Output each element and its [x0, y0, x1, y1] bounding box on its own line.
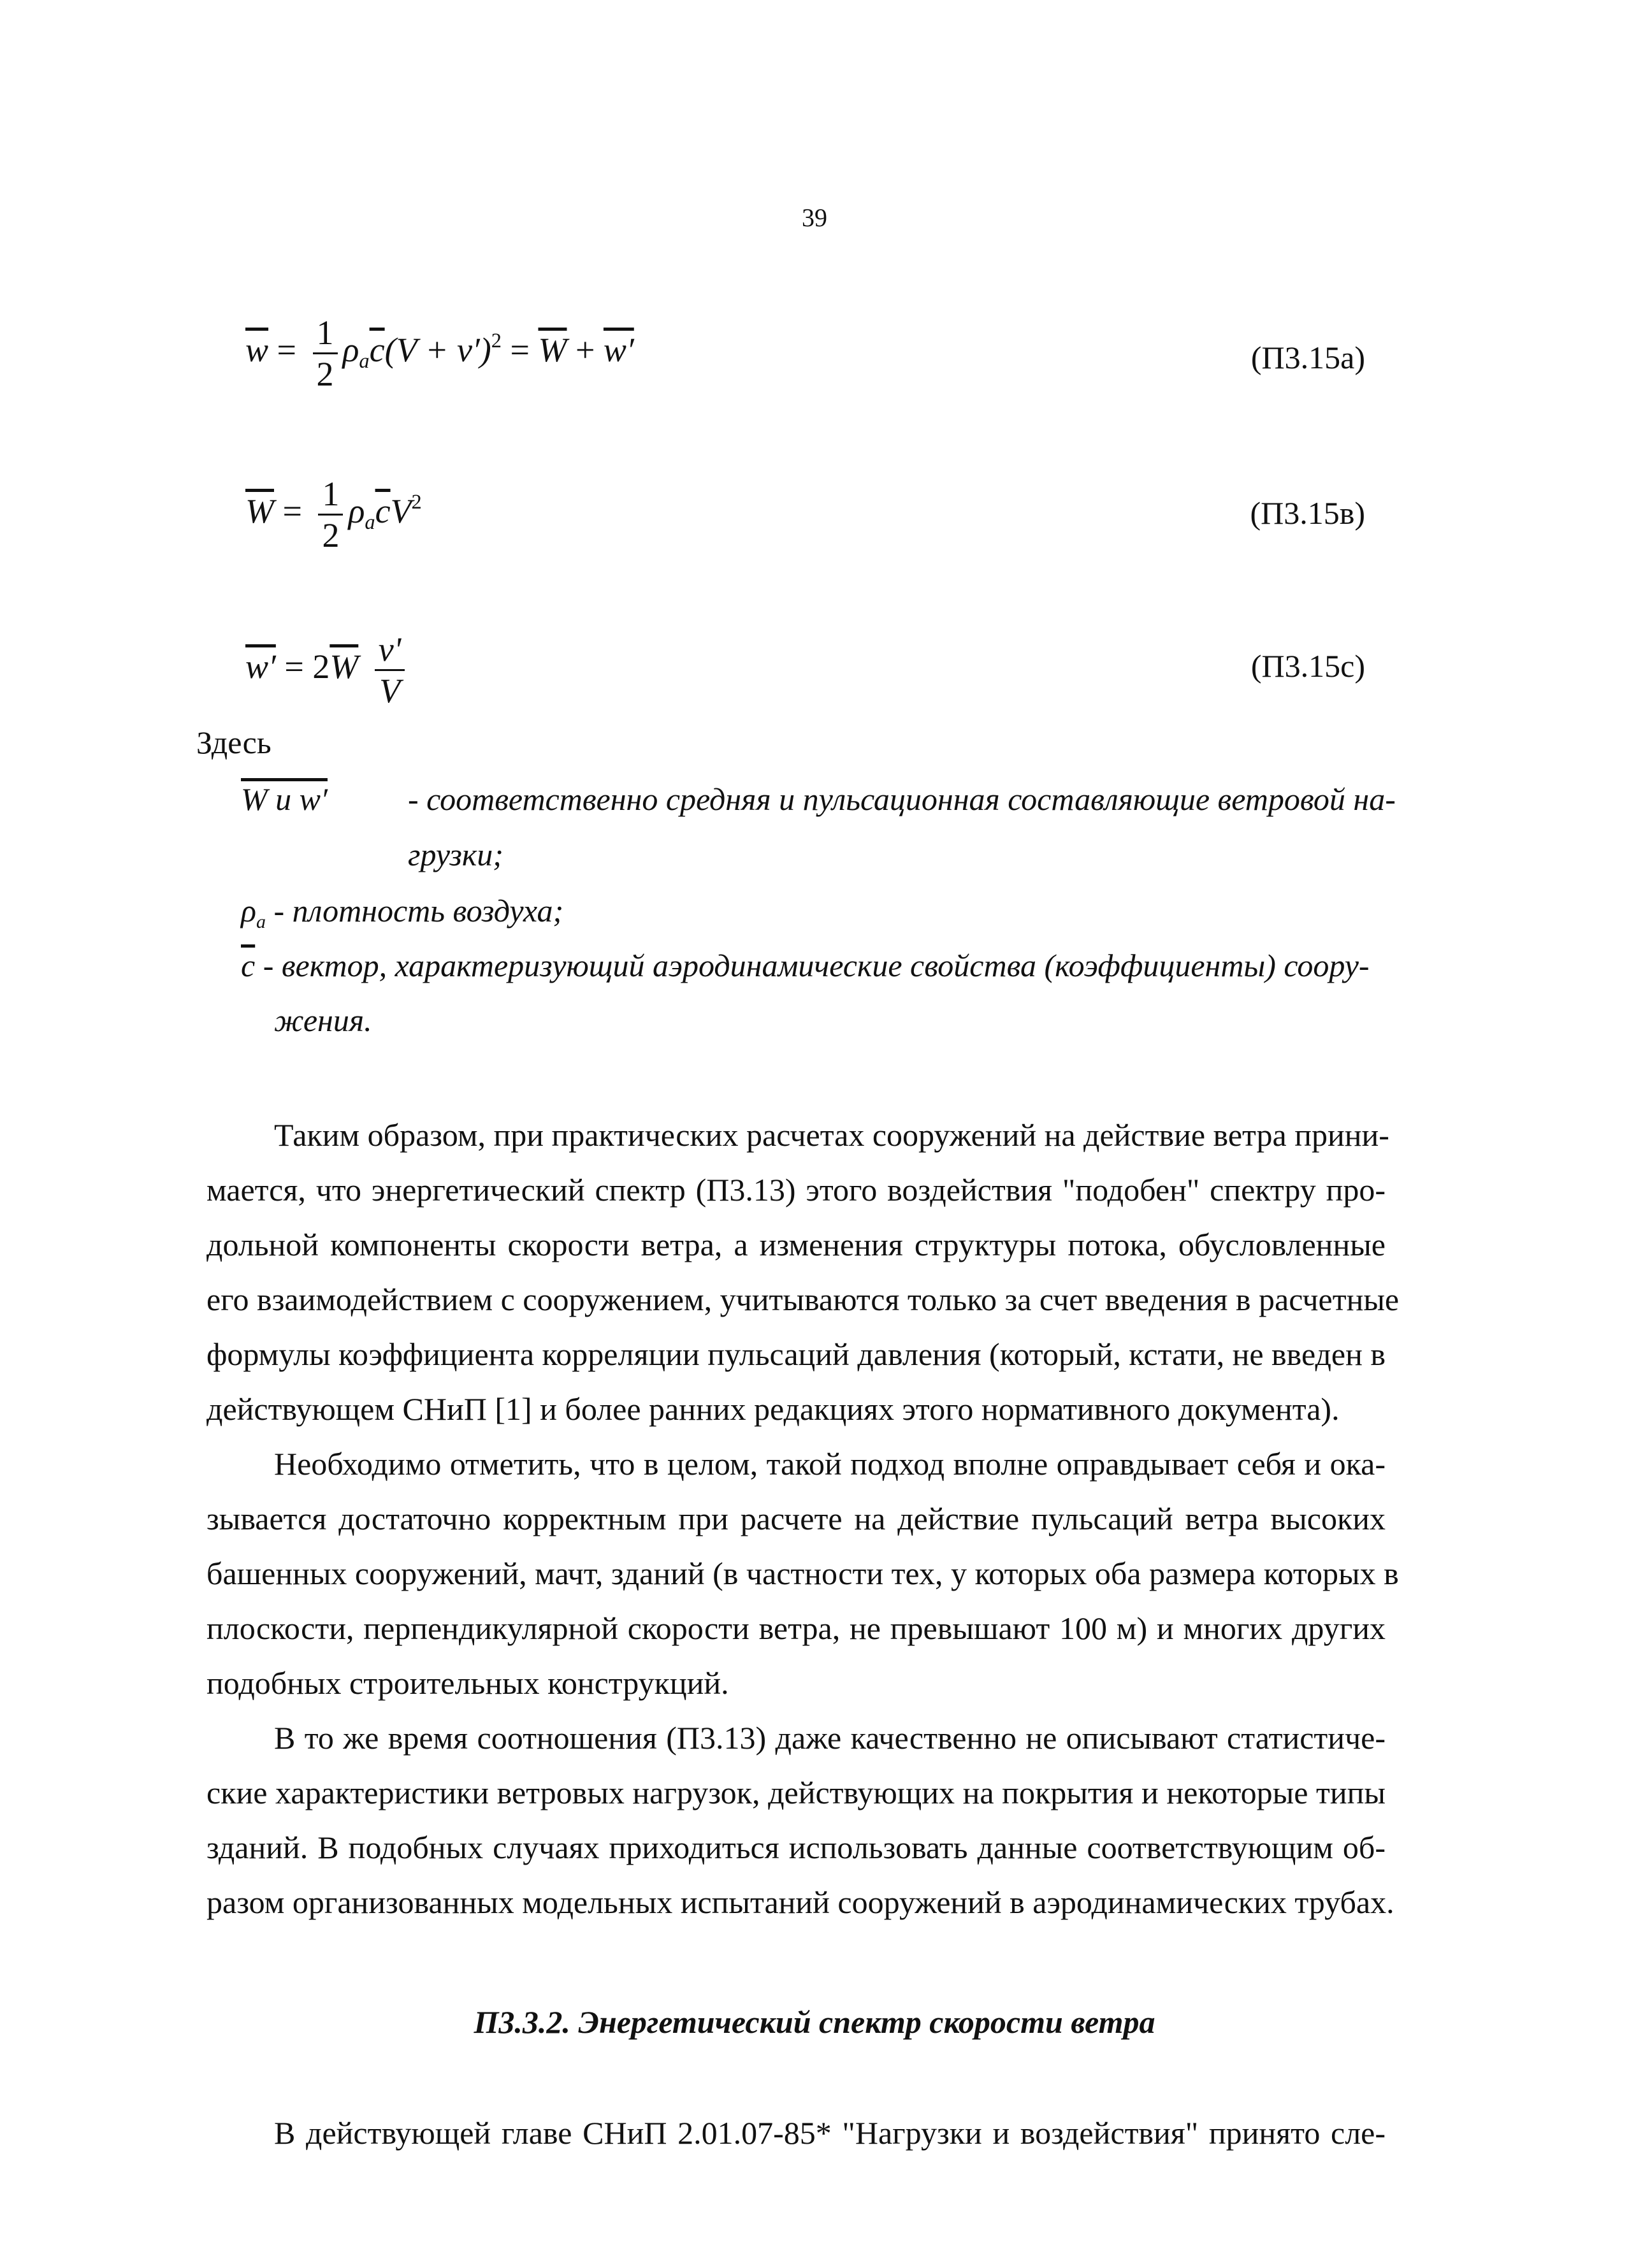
paragraph-2-line: плоскости, перпендикулярной скорости ветра, не превышают 100 м) и многих других	[206, 1610, 1386, 1646]
eq-a-W: $\overline{W}$	[538, 330, 567, 369]
equation-number-15v: (П3.15в)	[1250, 495, 1365, 531]
eq-a-c: $\overline{c}$	[369, 330, 385, 369]
eq-b-c: $\overline{c}$	[375, 491, 391, 530]
eq-c-lhs: w′	[245, 647, 276, 686]
definition-1-text: - соответственно средняя и пульсационная составляющие ветровой на-	[408, 781, 1396, 817]
eq-b-frac-num: 1	[318, 477, 343, 516]
equation-15a: $\overline{w}$ = $\frac{1}{2}$ $\rho_a\overline{c}(V + v')^2 = \overline{W} + w'$	[245, 314, 634, 393]
paragraph-2-line: Необходимо отметить, что в целом, такой подход вполне оправдывает себя и ока-	[274, 1446, 1386, 1482]
equation-15v: $\overline{W}$ = $\frac{1}{2}$ $\rho_a\overline{c}V^2$	[245, 475, 422, 554]
eq-c-fraction	[375, 632, 405, 708]
eq-c-W: $\overline{W}$	[329, 647, 359, 686]
paragraph-3-line: зданий. В подобных случаях приходиться использовать данные соответствующим об-	[206, 1830, 1386, 1865]
definition-3-text-cont: жения.	[274, 1002, 372, 1038]
def1-symbols-text: W и w′	[241, 781, 328, 817]
eq-b-lhs: $\overline{W}$	[245, 491, 274, 530]
paragraph-3-line: ские характеристики ветровых нагрузок, действующих на покрытия и некоторые типы	[206, 1775, 1386, 1810]
here-label: Здесь	[196, 725, 272, 760]
paragraph-3-line: В то же время соотношения (П3.13) даже качественно не описывают статистиче-	[274, 1720, 1386, 1756]
eq-c-frac-num: v'	[375, 632, 405, 671]
definition-2	[241, 892, 563, 933]
eq-a-frac-den: 2	[316, 355, 334, 393]
paragraph-1-line: мается, что энергетический спектр (П3.13) этого воздействия "подобен" спектру про-	[206, 1172, 1386, 1208]
eq-a-fraction	[313, 315, 338, 391]
eq-b-rho: ρ	[348, 491, 365, 530]
eq-a-lhs: $\overline{w}$	[245, 330, 269, 369]
eq-a-frac-num: 1	[313, 315, 338, 354]
eq-a-plus: +	[567, 330, 604, 369]
page-number: 39	[802, 203, 827, 232]
paragraph-1-line: дольной компоненты скорости ветра, а изменения структуры потока, обусловленные	[206, 1227, 1386, 1262]
paragraph-2-line: башенных сооружений, мачт, зданий (в частности тех, у которых оба размера которых в	[206, 1556, 1399, 1591]
equation-15c: $w' = 2\overline{W}$ $\frac{v'}{V}$	[245, 632, 410, 708]
paragraph-1-line: Таким образом, при практических расчетах сооружений на действие ветра прини-	[274, 1117, 1389, 1153]
definition-3	[241, 947, 1370, 984]
equation-number-15a: (П3.15a)	[1250, 340, 1365, 375]
eq-a-power: 2	[491, 329, 502, 352]
eq-a-rho-sub: a	[359, 349, 370, 373]
definition-1-symbols	[241, 781, 328, 818]
paragraph-2-line: подобных строительных конструкций.	[206, 1665, 729, 1701]
paragraph-1-line: его взаимодействием с сооружением, учитываются только за счет введения в расчетные	[206, 1282, 1400, 1317]
eq-b-power: 2	[411, 490, 422, 514]
eq-b-V: V	[390, 491, 412, 530]
eq-a-rest: (V + v′)	[384, 330, 491, 369]
eq-b-frac-den: 2	[322, 516, 340, 554]
eq-b-fraction	[318, 477, 343, 553]
eq-a-rho: ρ	[342, 330, 359, 369]
eq-a-eq2: =	[502, 330, 539, 369]
eq-b-rho-sub: a	[365, 510, 375, 534]
paragraph-1-line: действующем СНиП [1] и более ранних редакциях этого нормативного документа).	[206, 1391, 1340, 1427]
definition-1-text-cont: грузки;	[408, 837, 503, 872]
paragraph-4-line: В действующей главе СНиП 2.01.07-85* "Нагрузки и воздействия" принято сле-	[274, 2115, 1386, 2151]
eq-c-frac-den: V	[379, 672, 401, 710]
eq-a-w2: w′	[603, 330, 634, 369]
eq-c-coef: 2	[312, 647, 330, 686]
section-heading: П3.3.2. Энергетический спектр скорости ветра	[474, 2004, 1155, 2040]
paragraph-3-line: разом организованных модельных испытаний сооружений в аэродинамических трубах.	[206, 1884, 1394, 1920]
def2-text: - плотность воздуха;	[266, 893, 564, 928]
paragraph-1-line: формулы коэффициента корреляции пульсаций давления (который, кстати, не введен в	[206, 1336, 1386, 1372]
equation-number-15c: (П3.15с)	[1250, 648, 1365, 684]
def2-sub: a	[256, 911, 266, 932]
def2-symbol: ρ	[241, 893, 256, 928]
paragraph-2-line: зывается достаточно корректным при расчете на действие пульсаций ветра высоких	[206, 1501, 1386, 1536]
def3-symbol: $\overline{c}$	[241, 948, 256, 983]
def3-text: - вектор, характеризующий аэродинамические свойства (коэффициенты) соору-	[255, 948, 1370, 983]
